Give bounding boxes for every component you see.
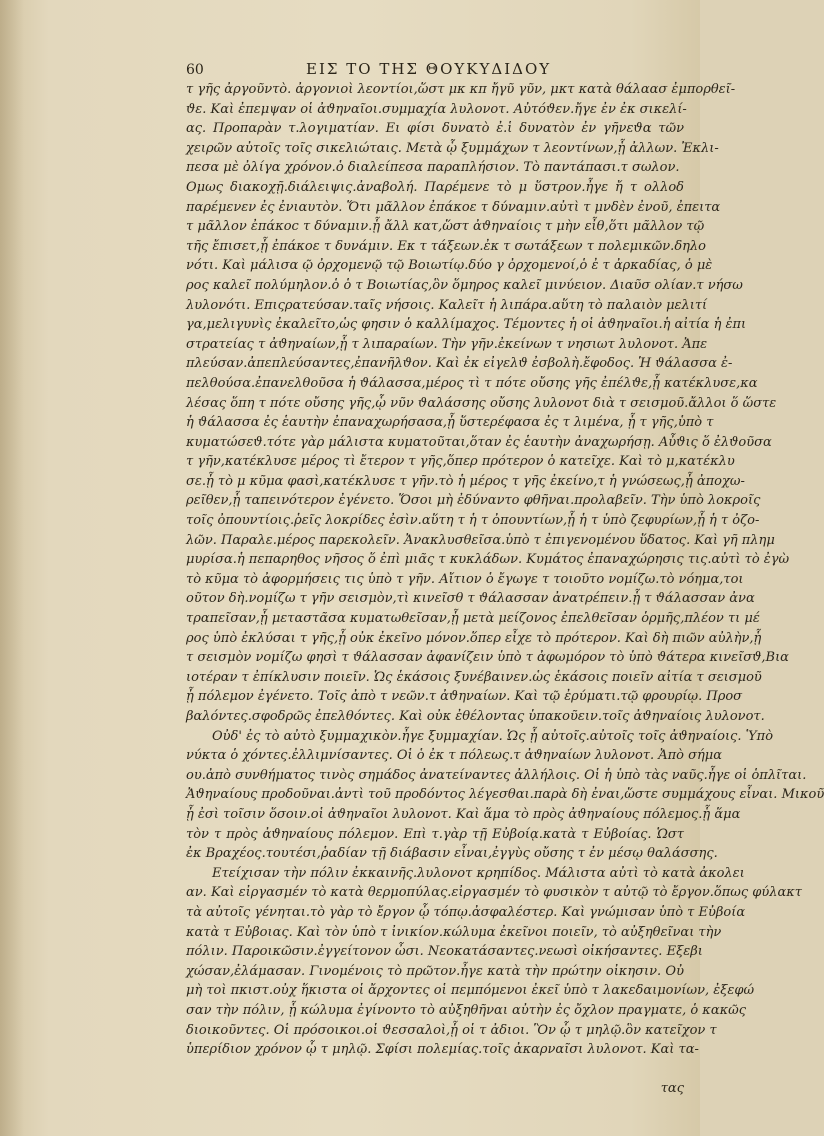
text-line: γα,μελιγυνὶς ἐκαλεῖτο,ὡς φησιν ὁ καλλίμαχος. Τέμοντες ἡ οἱ ἀϑηναῖοι.ἡ αἰτία ἡ ἐπι [186, 317, 747, 333]
commentary-text-block [186, 80, 824, 1099]
text-line: χώσαν,ἐλάμασαν. Γινομένοις τὸ πρῶτον.ἦγε κατὰ τὴν πρώτην οἰκησιν. Οὐ [186, 963, 684, 979]
text-line: διοικοῦντες. Οἱ πρόσοικοι.οἱ ϑεσσαλοὶ,ᾗ οἱ τ ἀδιοι. Ὃν ᾧ τ μηλῷ.ὃν κατεῖχον τ [186, 1022, 717, 1038]
text-line: τ γῆν,κατέκλυσε μέρος τὶ ἔτερον τ γῆς,ὅπερ πρότερον ὁ κατεῖχε. Καὶ τὸ μ,κατέκλυ [186, 454, 735, 470]
text-line: σε.ᾗ τὸ μ κῦμα φασὶ,κατέκλυσε τ γῆν.τὸ ἡ μέρος τ γῆς ἐκείνο,τ ἡ γνώσεως,ᾗ ἀποχω- [186, 473, 745, 489]
text-line: λῶν. Παραλε.μέρος παρεκολεῖν. Ἀνακλυσθεῖσα.ὑπὸ τ ἐπιγενομένου ὕδατος. Καὶ γῆ πλημ [186, 532, 775, 548]
text-line: ρος καλεῖ πολύμηλον.ὁ ὁ τ Βοιωτίας,ὃν ὅμηρος καλεῖ μινύειον. Διαῦσ ολίαν.τ νήσω [186, 277, 743, 293]
text-line: παρέμενεν ἐς ἐνιαυτὸν. Ὅτι μᾶλλον ἐπάκοε τ δύναμιν.αὐτὶ τ μνδὲν ἐνοῦ, ἐπειτα [186, 199, 721, 215]
text-line: τ μᾶλλον ἐπάκοϲ τ δύναμιν.ᾗ ἄλλ κατ,ὥστ ἀϑηναίοις τ μὴν εἶθ,ὅτι μᾶλλον τῷ [186, 219, 705, 235]
text-line: μυρίσα.ἡ πεπαρηθος νῆσος ὅ ἐπὶ μιᾶς τ κυκλάδων. Κυμάτος ἐπαναχώρησις τις.αὐτὶ τὸ ἐγὼ [186, 552, 790, 568]
text-line: χειρῶν αὐτοῖς τοῖς σικελιώταις. Μετὰ ᾧ ξυμμάχων τ λεοντίνων,ᾗ ἀλλων. Ἐκλι- [186, 140, 719, 156]
text-line: ἐκ Βραχέος.τουτέσι,ῥαδίαν τῇ διάβασιν εἶναι,ἐγγὺς οὔσης τ ἐν μέσῳ θαλάσσης. [186, 846, 718, 862]
text-line: ου.ἀπὸ συνθήματος τινὸς σημάδος ἀνατείναντες ἀλλήλοις. Οἱ ἡ ὑπὸ τὰς ναῦς.ἦγε οἱ ὁπλῖται. [186, 767, 807, 783]
text-line: Ἀϑηναίους προδοῦναι.ἀντὶ τοῦ προδόντος λέγεσθαι.παρὰ δὴ ἐναι,ὥστε συμμάχους εἶναι. Μικοῦ [186, 787, 824, 803]
text-line: τ γῆς ἀργοῦντὸ. ἀργονιοὶ λεοντίοι,ὥστ μκ κπ ἤγῦ γῦν, μκτ κατὰ θάλαασ ἐμπορθεῖ- [186, 82, 736, 97]
text-line: Οὐδ' ἐς τὸ αὐτὸ ξυμμαχικὸν.ἦγε ξυμμαχίαν. Ὡς ᾗ αὐτοῖς.αὐτοῖς τοῖς ἀϑηναίοις. Ὑπὸ [212, 728, 774, 744]
text-line: ρεῖθεν,ᾗ ταπεινότερον ἐγένετο. Ὅσοι μὴ ἐδύναντο φθῆναι.προλαβεῖν. Τὴν ὑπὸ λοκροῖς [186, 493, 761, 509]
text-line: Ομως διακοχῇ.διάλειψις.ἀναβολή. Παρέμενε τὸ μ ὕστρον.ἦγε ἤ τ ολλοδ [186, 179, 684, 195]
text-line: νύκτα ὁ χόντες.ἐλλιμνίσαντες. Οἱ ὁ ἐκ τ πόλεως.τ ἀϑηναίων λυλονοτ. Ἀπὸ σήμα [186, 748, 723, 764]
text-line: τὸ κῦμα τὸ ἀφορμήσεις τις ὑπὸ τ γῆν. Αἴτιον ὁ ἔγωγε τ τοιοῦτο νομίζω.τὸ νόημα,τοι [186, 571, 744, 587]
catchword: τας [660, 1081, 684, 1097]
text-line: βαλόντες.σφοδρῶς ἐπελθόντες. Καὶ οὐκ ἐθέλοντας ὑπακοῦειν.τοῖς ἀϑηναίοις λυλονοτ. [186, 709, 765, 724]
text-line: λέσας ὅπη τ πότε οὔσης γῆς,ᾧ νῦν ϑαλάσσης οὔσης λυλονοτ διὰ τ σεισμοῦ.ἄλλοι ὅ ὥστε [186, 395, 777, 411]
text-line: ϑε. Καὶ ἐπεμψαν οἱ ἀϑηναῖοι.συμμαχία λυλονοτ. Αὐτόϑεν.ἤγε ἐν ἐκ σικελί- [186, 101, 687, 117]
text-line: κυματώσεϑ.τότε γὰρ μάλιστα κυματοῦται,ὅταν ἐς ἑαυτὴν ἀναχωρήσῃ. Αὖϑις ὅ ἐλϑοῦσα [186, 434, 772, 450]
text-line: ᾗ πόλεμον ἐγένετο. Τοῖς ἀπὸ τ νεῶν.τ ἀϑηναίων. Καὶ τῷ ἐρύματι.τῷ φρουρίῳ. Προσ [186, 689, 743, 705]
text-line: ἡ ϑάλασσα ἐς ἑαυτὴν ἐπαναχωρήσασα,ᾗ ὕστερέφασα ἐς τ λιμένα, ᾗ τ γῆς,ὑπὸ τ [186, 415, 714, 431]
text-line: λυλονότι. Επιςρατεύσαν.ταῖς νήσοις. Καλεῖτ ἡ λιπάρα.αὕτη τὸ παλαιὸν μελιτί [186, 297, 708, 313]
text-line: ρος ὑπὸ ἐκλύσαι τ γῆς,ᾗ οὐκ ἐκεῖνο μόνον.ὅπερ εἶχε τὸ πρότερον. Καὶ δὴ πιῶν αὐλὴν,ᾗ [186, 630, 762, 646]
text-line: ας. Προπαρὰν τ.λογιματίαν. Ει φίσι δυνατὸ ἐ.ἱ δυνατὸν ἐν γῆνεϑα τῶν [186, 121, 684, 137]
text-line: σαν τὴν πόλιν, ᾗ κώλυμα ἐγίνοντο τὸ αὐξηθῆναι αὐτὴν ἐς ὄχλον πραγματε, ὁ κακῶς [186, 1002, 747, 1018]
text-line: Ετείχισαν τὴν πόλιν ἐκκαινῆς.λυλονοτ κρηπίδος. Μάλιστα αὐτὶ τὸ κατὰ ἀκολει [212, 865, 745, 881]
text-line: πελθούσα.ἐπανελθοῦσα ἡ ϑάλασσα,μέρος τὶ τ πότε οὔσης γῆς ἐπέλϑε,ᾗ κατέκλυσε,κα [186, 375, 758, 391]
text-line: τὸν τ πρὸς ἀϑηναίους πόλεμον. Επὶ τ.γὰρ τῇ Εὐβοίᾳ.κατὰ τ Εὐβοίας. Ὡστ [186, 826, 684, 842]
text-line: ᾗ ἐσὶ τοῖσιν ὅσοιν.οἱ ἀϑηναῖοι λυλονοτ. Καὶ ἅμα τὸ πρὸς ἀϑηναίους πόλεμος.ᾗ ἅμα [186, 806, 741, 822]
text-line: πόλιν. Παροικῶσιν.ἐγγείτονον ὦσι. Νεοκατάσαντες.νεωσὶ οἰκήσαντες. Εξεβι [186, 944, 703, 960]
text-line [186, 1060, 684, 1080]
running-title: ΕΙΣ ΤΟ ΤΗΣ ΘΟΥΚΥΔΙΔΟΥ [306, 60, 552, 78]
gutter-shadow [0, 0, 24, 1136]
text-line: τὰ αὐτοῖς γένηται.τὸ γὰρ τὸ ἔργον ᾧ τόπῳ.ἀσφαλέστερ. Καὶ γνώμισαν ὑπὸ τ Εὐβοία [186, 904, 746, 920]
text-line: πλεύσαν.ἀπεπλεύσαντες,ἐπανῆλϑον. Καὶ ἐκ εἰγελϑ ἐσβολὴ.ἔφοδος. Ἡ ϑάλασσα ἐ- [186, 356, 733, 372]
text-line: στρατείας τ ἀϑηναίων,ᾗ τ λιπαραίων. Τὴν γῆν.ἐκείνων τ νησιωτ λυλονοτ. Ἀπε [186, 336, 708, 352]
text-line: νότι. Καὶ μάλισα ῷ ὀρχομενῷ τῷ Βοιωτίῳ.δύο γ ὀρχομενοί,ὁ ἐ τ ἀρκαδίας, ὁ μὲ [186, 258, 713, 274]
page-number: 60 [186, 62, 204, 78]
text-line: τῆς ἔπισετ,ᾗ ἐπάκοε τ δυνάμιν. Εκ τ τάξεων.ἐκ τ σωτάξεων τ πολεμικῶν.δηλο [186, 238, 706, 254]
text-line: πεσα μὲ ὀλίγα χρόνον.ὁ διαλείπεσα παραπλήσιον. Τὸ παντάπασι.τ σωλον. [186, 160, 680, 176]
text-line: ιοτέραν τ ἐπίκλυσιν ποιεῖν. Ὡς ἑκάσοις ξυνέβαινεν.ὡς ἑκάσοις ποιεῖν αἰτία τ σεισμοῦ [186, 669, 762, 685]
text-line: αν. Καὶ εἰργασμέν τὸ κατὰ θερμοπύλας.εἰργασμέν τὸ φυσικὸν τ αὐτῷ τὸ ἔργον.ὅπως φύλακτ [186, 885, 802, 901]
text-line: ὑπερίδιον χρόνον ᾧ τ μηλῷ. Σφίσι πολεμίας.τοῖς ἀκαρναῖσι λυλονοτ. Καὶ τα- [186, 1042, 699, 1058]
text-line: τραπεῖσαν,ᾗ μεταστᾶσα κυματωθεῖσαν,ᾗ μετὰ μείζονος ἐπελθεῖσαν ὁρμῆς,πλέον τι μέ [186, 611, 760, 627]
text-line: τοῖς ὀπουντίοις.ῥεῖς λοκρίδες ἐσὶν.αὕτη τ ἡ τ ὀπουντίων,ᾗ ἡ τ ὑπὸ ζεφυρίων,ᾗ ἡ τ ὀζο- [186, 513, 760, 529]
text-line: τ σεισμὸν νομίζω φησὶ τ ϑάλασσαν ἀφανίζειν ὑπὸ τ ἀφωμόρον τὸ ὑπὸ ϑάτερα κινεῖσϑ,Βια [186, 650, 789, 666]
text-line: κατὰ τ Εὐβοιας. Καὶ τὸν ὑπὸ τ ἰνικίον.κώλυμα ἐκεῖνοι ποιεῖν, τὸ αὐξηθεῖναι τὴν [186, 924, 722, 940]
text-line: οῦτον δὴ.νομίζω τ γῆν σεισμὸν,τὶ κινεῖσθ τ ϑάλασσαν ἀνατρέπειν.ᾗ τ ϑάλασσαν ἀνα [186, 591, 755, 607]
text-line: μὴ τοὶ πκιστ.οὐχ ἥκιστα οἱ ἄρχοντες οἱ πεμπόμενοι ἐκεῖ ὑπὸ τ λακεδαιμονίων, ἐξεφώ [186, 983, 755, 999]
